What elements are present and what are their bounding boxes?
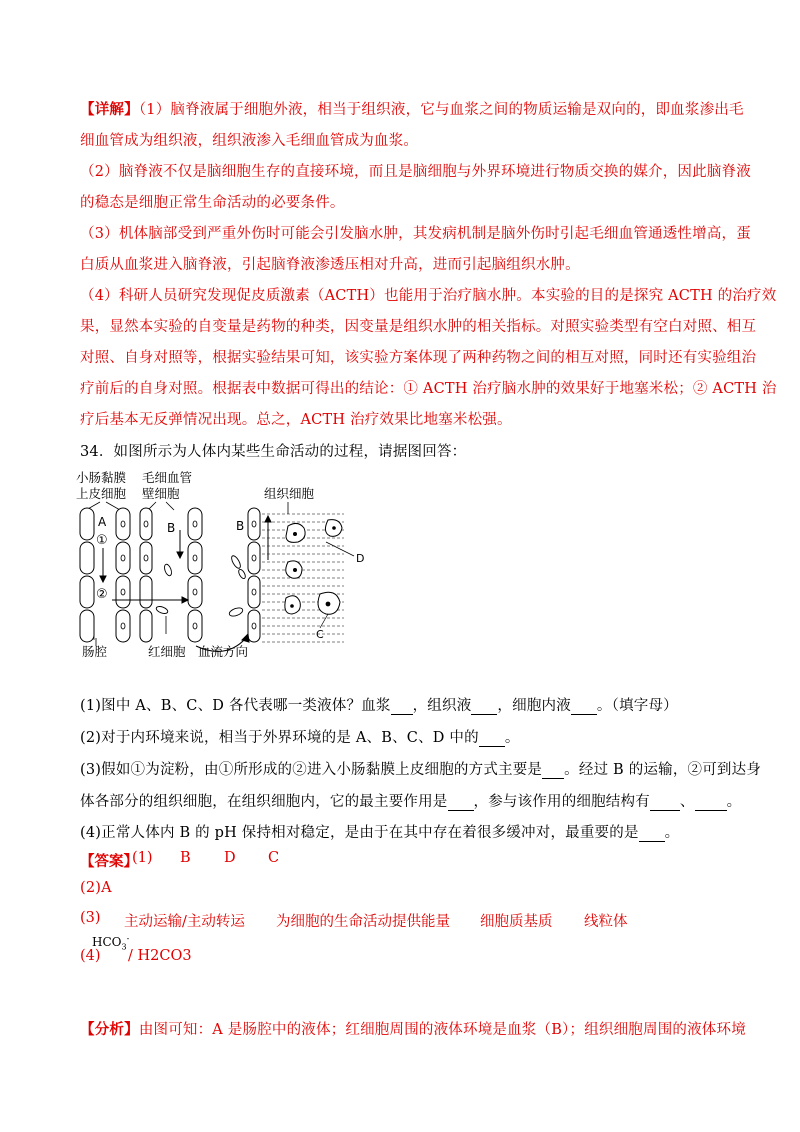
label-B-left: B xyxy=(167,521,176,535)
label-B-right: B xyxy=(236,519,245,533)
q2-text-b: 。 xyxy=(504,730,520,746)
label-small-intestine-2: 上皮细胞 xyxy=(76,486,127,501)
q1-blank-3 xyxy=(571,698,597,715)
q3-text-c: 体各部分的组织细胞，在组织细胞内，它的最主要作用是 xyxy=(80,794,448,810)
answer-1-value-2: D xyxy=(224,850,236,866)
q4-text-a: (4)正常人体内 B 的 pH 保持相对稳定，是由于在其中存在着很多缓冲对，最重要的是 xyxy=(80,825,639,841)
answer-1-number: (1) xyxy=(132,850,153,866)
q3-blank-2 xyxy=(448,794,474,811)
label-tissue-cell: 组织细胞 xyxy=(264,486,315,501)
question-3-line-2 xyxy=(80,790,742,811)
explanation-line-11: 疗后基本无反弹情况出现。总之，ACTH 治疗效果比地塞米松强。 xyxy=(80,412,512,428)
answer-3-value-2: 为细胞的生命活动提供能量 xyxy=(276,914,450,930)
explanation-tag: 【详解】 xyxy=(80,101,139,118)
label-circle-1: ① xyxy=(96,533,108,548)
q3-text-b: 。经过 B 的运输，②可到达身 xyxy=(564,762,762,778)
q2-blank xyxy=(479,730,505,747)
q1-text-b: ，组织液 xyxy=(412,698,472,714)
label-lumen: 肠腔 xyxy=(82,644,108,659)
answer-line-3 xyxy=(80,910,720,930)
explanation-line-3: （2）脑脊液不仅是脑细胞生存的直接环境，而且是脑细胞与外界环境进行物质交换的媒介，因此脑脊液 xyxy=(80,164,751,180)
answer-line-2: (2)A xyxy=(80,880,112,896)
explanation-line-5: （3）机体脑部受到严重外伤时可能会引发脑水肿，其发病机制是脑外伤时引起毛细血管通透性增高，蛋 xyxy=(80,226,751,242)
answer-1-value-1: B xyxy=(180,850,191,866)
label-A: A xyxy=(98,515,107,529)
explanation-line-2: 细血管成为组织液，组织液渗入毛细血管成为血浆。 xyxy=(80,133,419,149)
explanation-line-8: 果，显然本实验的自变量是药物的种类，因变量是组织水肿的相关指标。对照实验类型有空白对照、相互 xyxy=(80,319,757,335)
explanation-line-4: 的稳态是细胞正常生命活动的必要条件。 xyxy=(80,195,345,211)
answer-4-hco: HCO xyxy=(92,935,122,949)
diagram-figure xyxy=(76,470,376,660)
label-capillary-2: 壁细胞 xyxy=(142,486,180,501)
question-title: 34．如图所示为人体内某些生命活动的过程，请据图回答： xyxy=(80,444,467,460)
question-1 xyxy=(80,694,720,715)
answer-line-4 xyxy=(80,934,280,964)
explanation-line-1 xyxy=(80,98,744,119)
analysis-tag: 【分析】 xyxy=(80,1021,139,1038)
explanation-line-9: 对照、自身对照等，根据实验结果可知，该实验方案体现了两种药物之间的相互对照，同时还有实验组治 xyxy=(80,350,757,366)
q3-blank-3 xyxy=(650,794,680,811)
q3-blank-1 xyxy=(542,762,564,779)
label-D: D xyxy=(356,552,365,565)
q1-blank-2 xyxy=(471,698,497,715)
answer-3-number: (3) xyxy=(80,910,101,926)
label-flow: 血流方向 xyxy=(198,644,249,659)
label-rbc: 红细胞 xyxy=(148,644,186,659)
answer-1-value-3: C xyxy=(268,850,280,866)
q4-text-b: 。 xyxy=(664,825,680,841)
q1-text-a: (1)图中 A、B、C、D 各代表哪一类液体？血浆 xyxy=(80,698,391,714)
answer-3-value-4: 线粒体 xyxy=(584,914,628,930)
question-4 xyxy=(80,821,720,842)
explanation-line-6: 白质从血浆进入脑脊液，引起脑脊液渗透压相对升高，进而引起脑组织水肿。 xyxy=(80,257,580,273)
explanation-text: （1）脑脊液属于细胞外液，相当于组织液，它与血浆之间的物质运输是双向的，即血浆渗出毛 xyxy=(138,102,744,118)
question-3-line-1 xyxy=(80,758,762,779)
answer-4-number: (4) xyxy=(80,948,101,964)
q3-text-d: ，参与该作用的细胞结构有 xyxy=(473,794,650,810)
q3-text-e: 、 xyxy=(679,794,695,810)
q4-blank xyxy=(639,825,665,842)
answer-tag: 【答案】 xyxy=(80,853,138,870)
analysis-text: 由图可知：A 是肠腔中的液体；红细胞周围的液体环境是血浆（B）；组织细胞周围的液体环境 xyxy=(138,1022,746,1038)
explanation-line-10: 疗前后的自身对照。根据表中数据可得出的结论：① ACTH 治疗脑水肿的效果好于地塞米松；② ACTH 治 xyxy=(80,381,777,397)
explanation-line-7: （4）科研人员研究发现促皮质激素（ACTH）也能用于治疗脑水肿。本实验的目的是探究 ACTH 的治疗效 xyxy=(80,288,777,304)
answer-line-1 xyxy=(80,850,720,870)
q2-text-a: (2)对于内环境来说，相当于外界环境的是 A、B、C、D 中的 xyxy=(80,730,479,746)
answer-4-sup: - xyxy=(126,934,130,943)
label-circle-2: ② xyxy=(96,587,108,602)
answer-3-value-3: 细胞质基质 xyxy=(480,914,553,930)
answer-4-sub: 3 xyxy=(121,942,127,952)
label-capillary-1: 毛细血管 xyxy=(142,470,193,485)
answer-4-rest: / H2CO3 xyxy=(128,948,192,964)
label-C: C xyxy=(316,628,324,641)
question-2 xyxy=(80,726,720,747)
q1-text-c: ，细胞内液 xyxy=(497,698,571,714)
answer-4-bicarbonate xyxy=(92,934,129,951)
q3-blank-4 xyxy=(695,794,727,811)
q3-text-f: 。 xyxy=(726,794,742,810)
label-small-intestine-1: 小肠黏膜 xyxy=(76,470,127,485)
q1-blank-1 xyxy=(391,698,413,715)
analysis-line xyxy=(80,1018,746,1039)
q3-text-a: (3)假如①为淀粉，由①所形成的②进入小肠黏膜上皮细胞的方式主要是 xyxy=(80,762,543,778)
answer-3-value-1: 主动运输/主动转运 xyxy=(124,914,245,930)
q1-text-d: 。（填字母） xyxy=(596,698,678,714)
